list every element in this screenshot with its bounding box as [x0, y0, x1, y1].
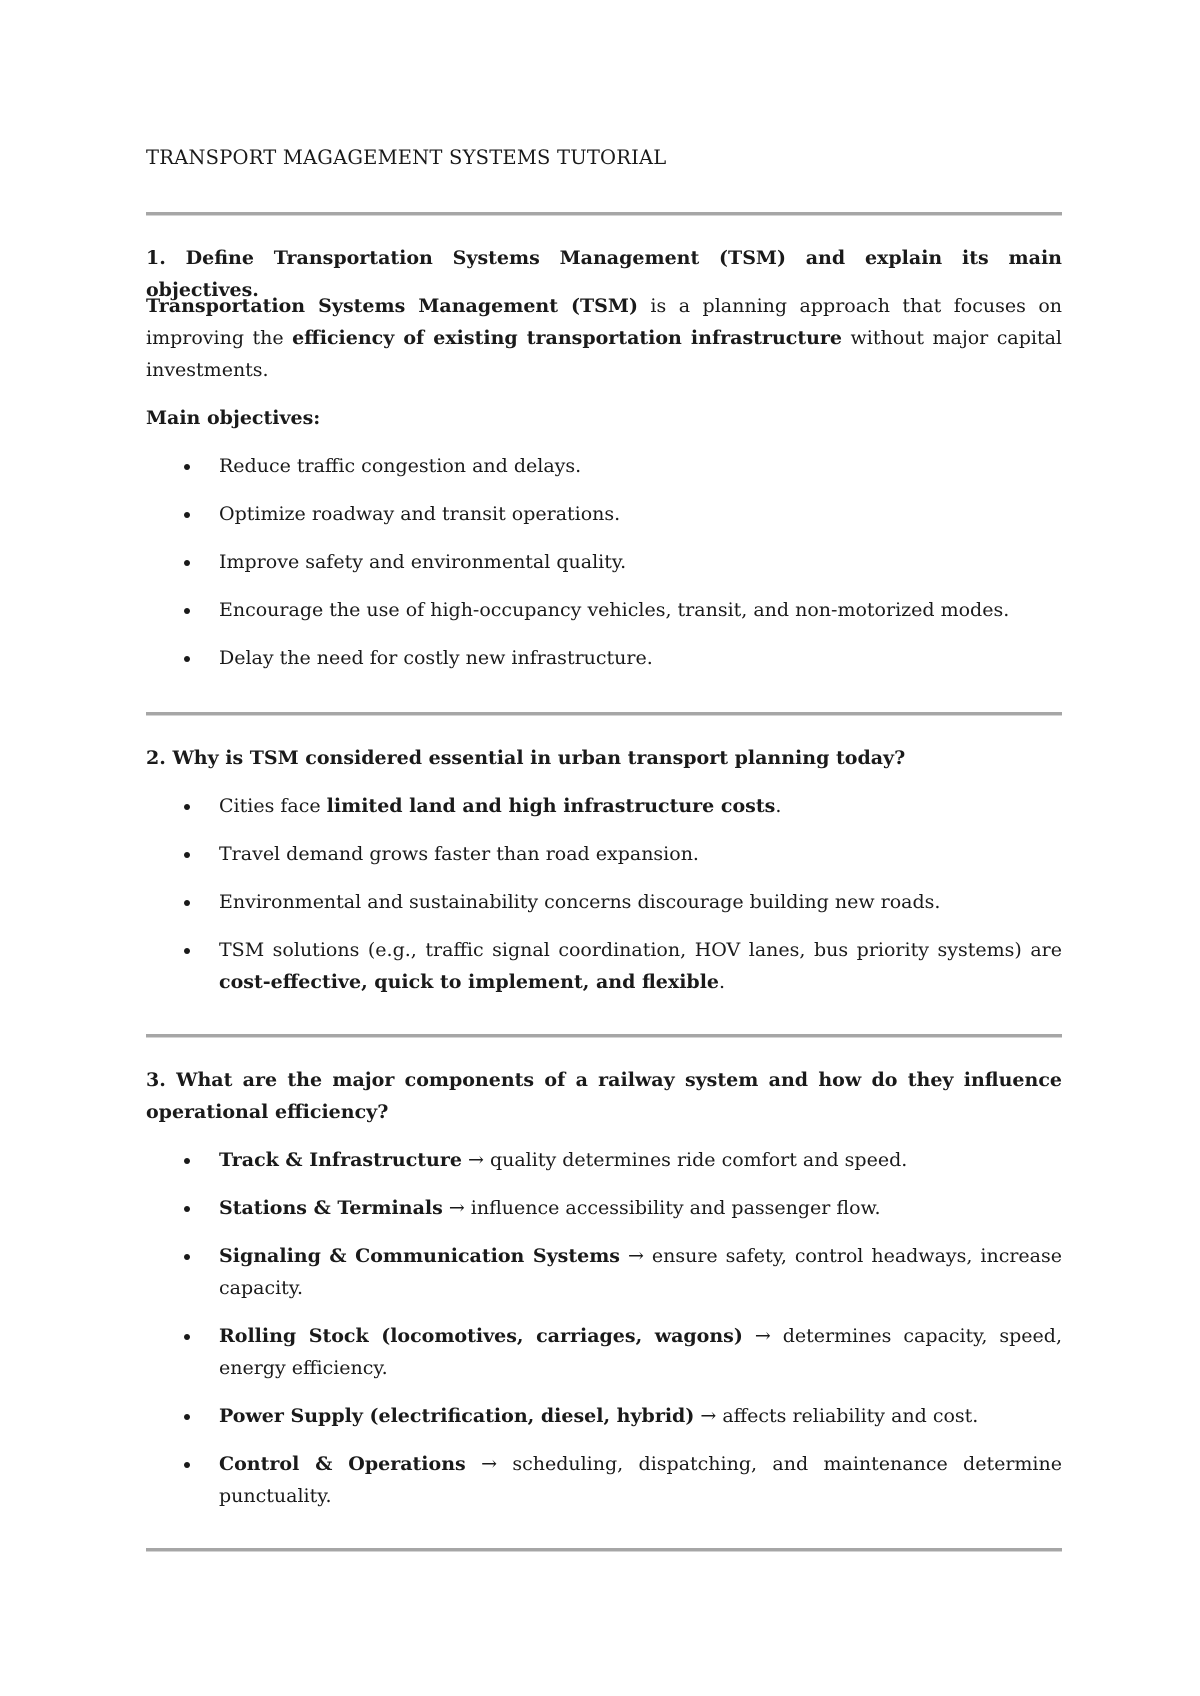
list-item: TSM solutions (e.g., traffic signal coordination, HOV lanes, bus priority systems) are cost-effective, quick to implement, and flexible.	[146, 934, 1062, 998]
bullet-icon	[184, 852, 190, 858]
document-title: TRANSPORT MAGAGEMENT SYSTEMS TUTORIAL	[146, 146, 667, 169]
q1-term-efficiency: efficiency of existing transportation infrastructure	[292, 327, 843, 349]
list-item: Optimize roadway and transit operations.	[146, 498, 1062, 530]
q1-definition-text-2: without major capital investments.	[146, 327, 1062, 381]
question-1-heading: 1. Define Transportation Systems Management (TSM) and explain its main objectives.	[146, 247, 1062, 301]
list-item: Control & Operations → scheduling, dispatching, and maintenance determine punctuality.	[146, 1448, 1062, 1512]
bullet-icon	[184, 608, 190, 614]
bullet-icon	[184, 948, 190, 954]
question-3-heading: 3. What are the major components of a railway system and how do they influence operational efficiency?	[146, 1069, 1062, 1123]
horizontal-rule	[146, 712, 1062, 716]
list-item: Improve safety and environmental quality.	[146, 546, 1062, 578]
list-item: Travel demand grows faster than road expansion.	[146, 838, 1062, 870]
horizontal-rule	[146, 1548, 1062, 1552]
q1-definition-paragraph	[146, 290, 1062, 386]
list-item: Reduce traffic congestion and delays.	[146, 450, 1062, 482]
bullet-icon	[184, 1206, 190, 1212]
horizontal-rule	[146, 1034, 1062, 1038]
list-item: Track & Infrastructure → quality determines ride comfort and speed.	[146, 1144, 1062, 1176]
list-item: Delay the need for costly new infrastructure.	[146, 642, 1062, 674]
list-item: Power Supply (electrification, diesel, hybrid) → affects reliability and cost.	[146, 1400, 1062, 1432]
list-item: Stations & Terminals → influence accessibility and passenger flow.	[146, 1192, 1062, 1224]
bullet-icon	[184, 656, 190, 662]
q3-components-list	[146, 1144, 1062, 1528]
bullet-icon	[184, 1158, 190, 1164]
bullet-icon	[184, 1334, 190, 1340]
bullet-icon	[184, 1462, 190, 1468]
list-item: Rolling Stock (locomotives, carriages, wagons) → determines capacity, speed, energy efficiency.	[146, 1320, 1062, 1384]
q1-objectives-label: Main objectives:	[146, 407, 321, 429]
bullet-icon	[184, 900, 190, 906]
list-item: Encourage the use of high-occupancy vehicles, transit, and non-motorized modes.	[146, 594, 1062, 626]
bullet-icon	[184, 560, 190, 566]
bullet-icon	[184, 804, 190, 810]
bullet-icon	[184, 1254, 190, 1260]
q1-definition-text-1: is a planning approach that focuses on improving the	[146, 295, 1062, 349]
horizontal-rule	[146, 212, 1062, 216]
q1-term-tsm: Transportation Systems Management (TSM)	[146, 295, 638, 317]
list-item: Cities face limited land and high infrastructure costs.	[146, 790, 1062, 822]
question-2-heading: 2. Why is TSM considered essential in urban transport planning today?	[146, 747, 906, 769]
q2-reasons-list	[146, 790, 1062, 1014]
list-item: Signaling & Communication Systems → ensure safety, control headways, increase capacity.	[146, 1240, 1062, 1304]
bullet-icon	[184, 1414, 190, 1420]
q1-objectives-list	[146, 450, 1062, 690]
bullet-icon	[184, 464, 190, 470]
bullet-icon	[184, 512, 190, 518]
list-item: Environmental and sustainability concerns discourage building new roads.	[146, 886, 1062, 918]
